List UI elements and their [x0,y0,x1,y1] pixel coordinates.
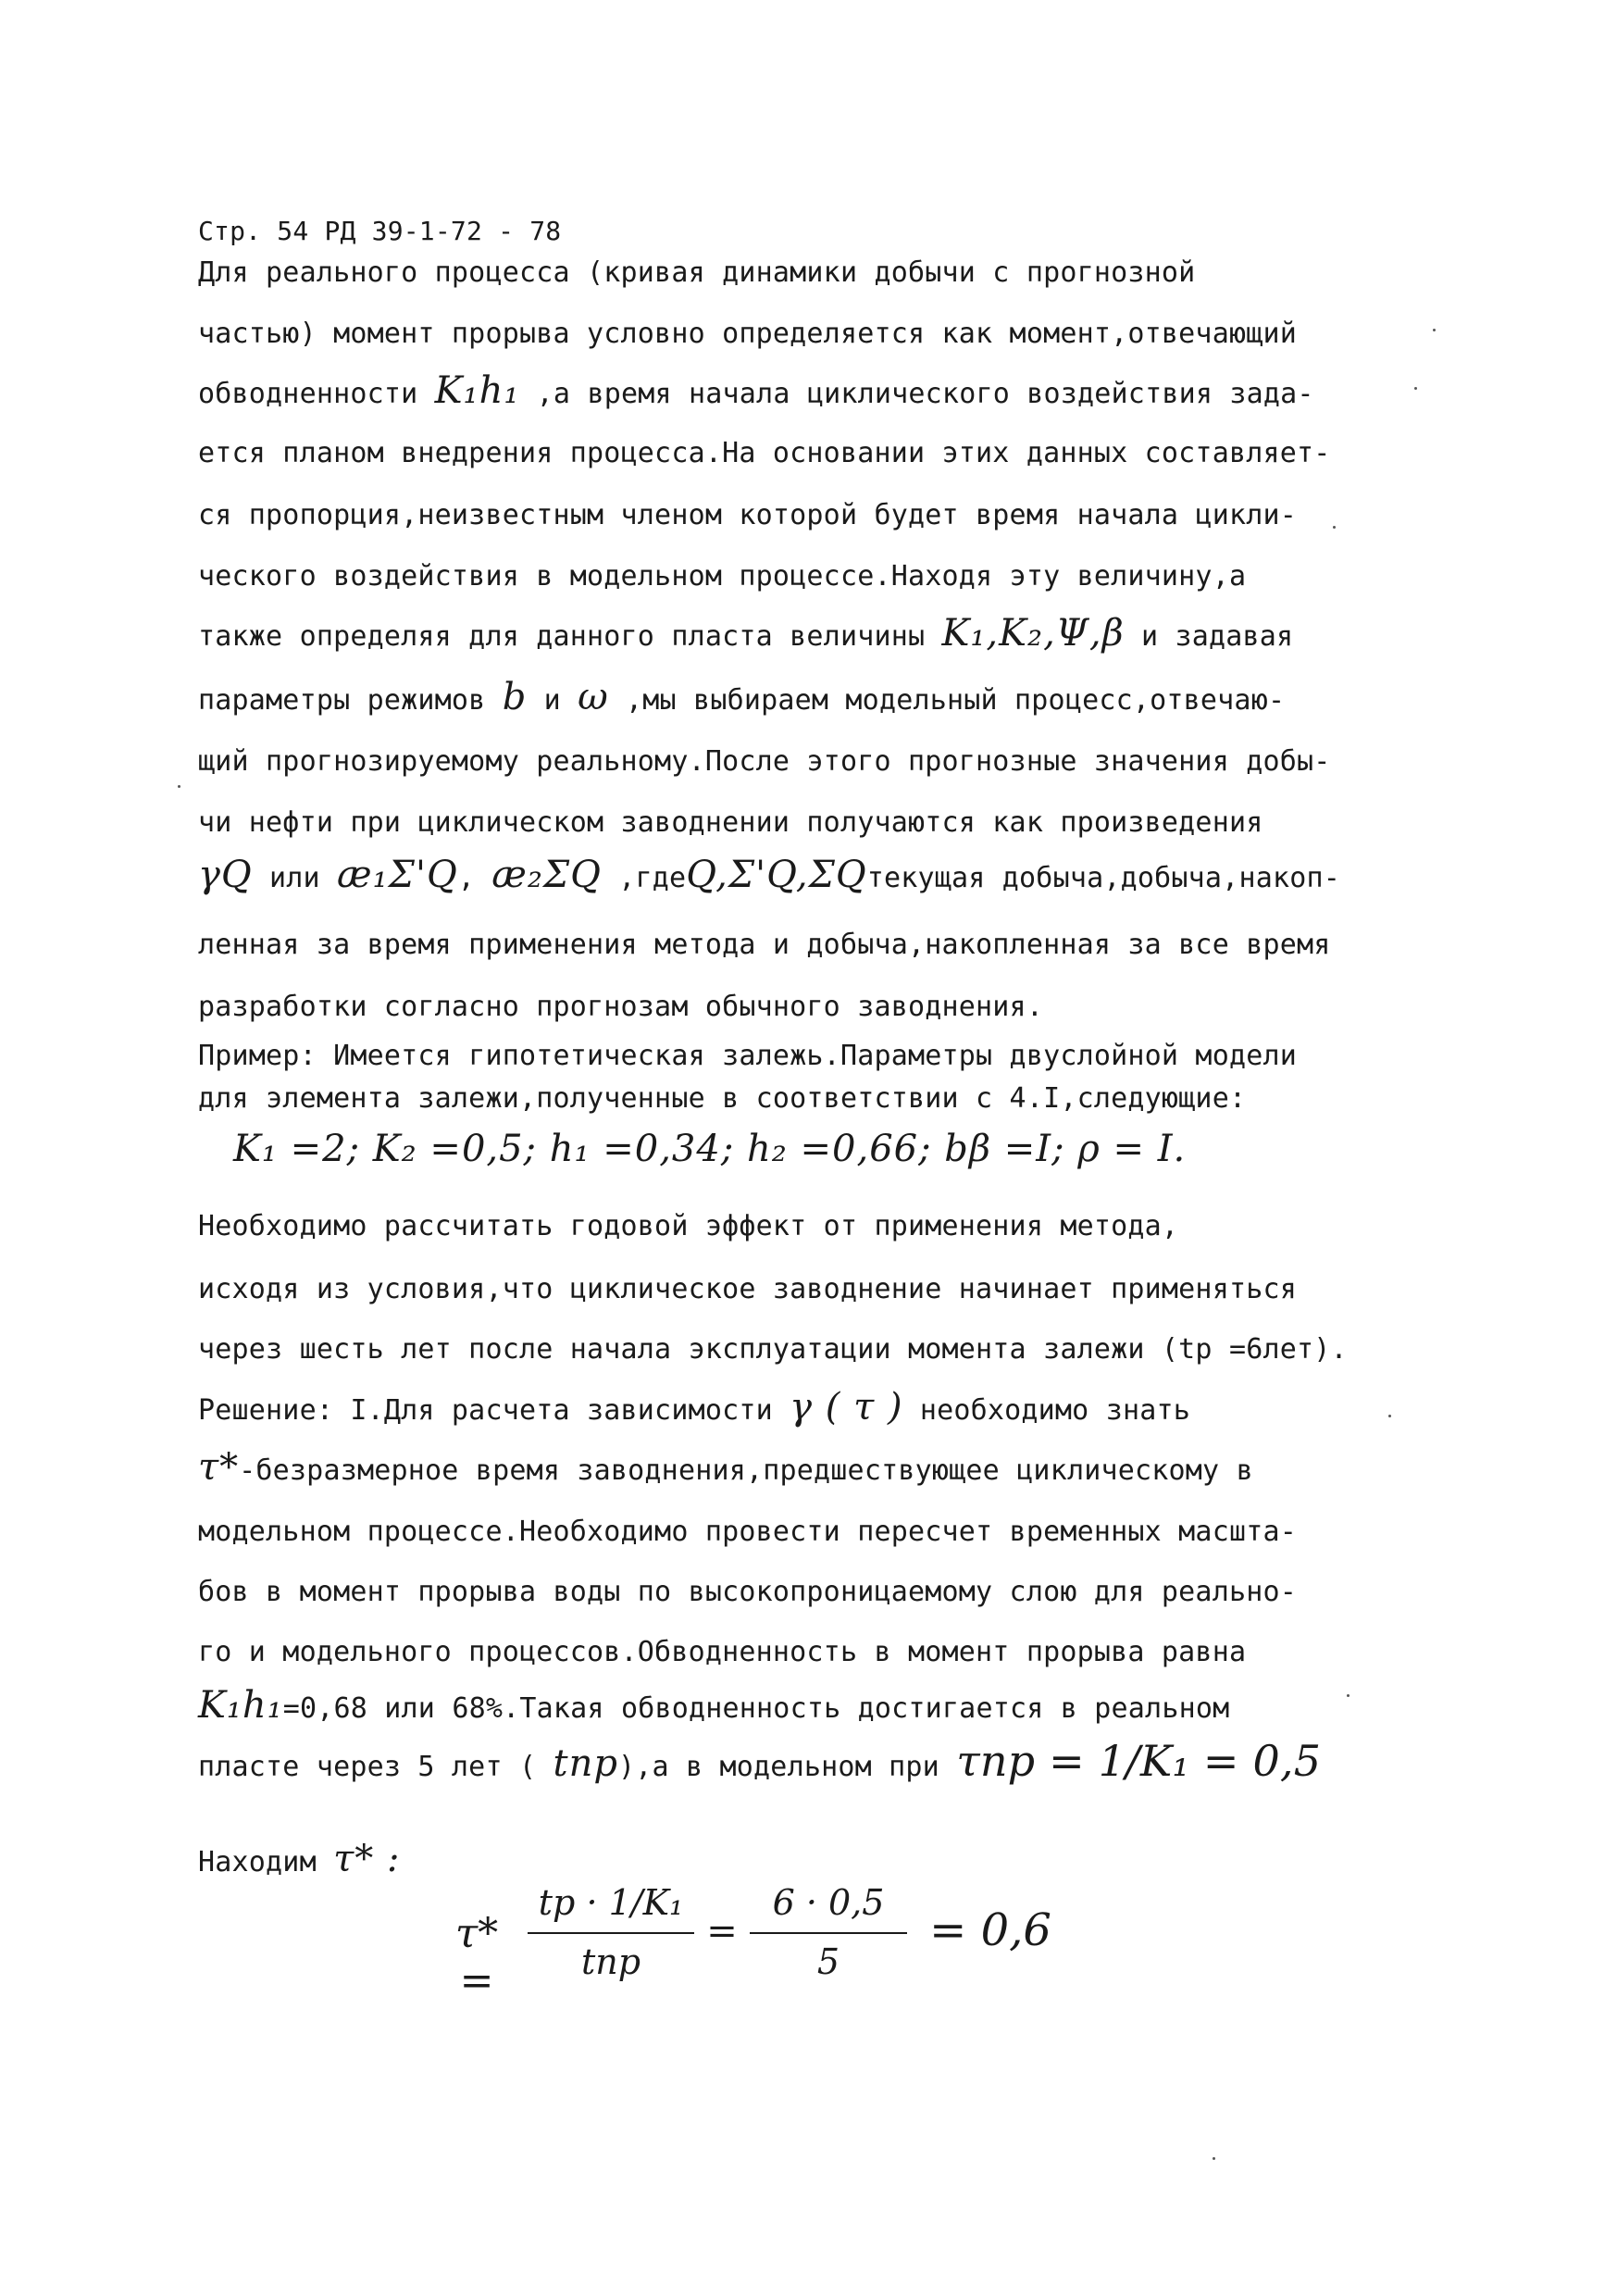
formula-lhs: τ* = [454,1910,499,2004]
finding-line [198,1838,401,1881]
solution-text: пласте через 5 лет ( [198,1751,537,1783]
handwritten-tau-star-label: τ* : [333,1838,401,1880]
body-line: Для реального процесса (кривая динамики добычи с прогнозной [198,256,1196,289]
body-line: ческого воздействия в модельном процессе.Находя эту величину,а [198,560,1247,593]
solution-line [198,1446,1253,1490]
solution-text: необходимо знать [919,1394,1191,1427]
handwritten-tau-pr-formula: τпр = 1/K₁ = 0,5 [956,1736,1322,1786]
body-text: ,а время начала циклического воздействия зада- [536,378,1314,410]
solution-line [198,1386,1191,1429]
handwritten-kappa1: æ₁Σ'Q [337,854,458,896]
body-text: или [268,862,320,894]
solution-text: Решение: I.Для расчета зависимости [198,1394,773,1427]
example-line: для элемента залежи,полученные в соответствии с 4.I,следующие: [198,1082,1247,1115]
handwritten-gamma-q: γQ [198,854,253,896]
body-line: щий прогнозируемому реальному.После этого прогнозные значения добы- [198,745,1331,778]
solution-text: =0,68 или 68%.Такая обводненность достигается в реальном [282,1692,1230,1725]
handwritten-k1h1-2: K₁h₁ [198,1684,283,1727]
solution-text: ),а в модельном при [617,1751,939,1783]
body-line [198,612,1294,655]
handwritten-tau-star: τ* [198,1446,240,1489]
body-line [198,676,1286,719]
body-text: ,мы выбираем модельный процесс,отвечаю- [626,684,1286,717]
body-line [198,856,1340,897]
handwritten-t-pr: tпр [553,1742,618,1785]
solution-line: го и модельного процессов.Обводненность в момент прорыва равна [198,1636,1247,1668]
final-formula [435,1875,1083,2004]
solution-line: бов в момент прорыва воды по высокопроницаемому слою для реально- [198,1576,1297,1608]
scan-speck [1433,329,1436,331]
body-line: разработки согласно прогнозам обычного заводнения. [198,991,1044,1023]
scan-speck [1213,2157,1215,2160]
body-line: частью) момент прорыва условно определяется как момент,отвечающий [198,318,1297,350]
body-text: и [543,684,561,717]
handwritten-b: b [502,676,528,718]
scan-speck [1333,526,1336,529]
body-line: ленная за время применения метода и добыча,накопленная за все время [198,929,1331,961]
body-line: чи нефти при циклическом заводнении получаются как произведения [198,806,1263,839]
body-text: параметры режимов [198,684,486,717]
body-line: ется планом внедрения процесса.На основании этих данных составляет- [198,437,1331,469]
task-line: Необходимо рассчитать годовой эффект от применения метода, [198,1210,1179,1242]
body-line [198,369,1314,413]
solution-text: -безразмерное время заводнения,предшествующее циклическому в [239,1454,1253,1487]
handwritten-gamma-tau: γ ( τ ) [790,1386,903,1429]
formula-equals: = [706,1910,738,1953]
body-text: текущая добыча,добыча,накоп- [866,862,1341,894]
solution-line [198,1684,1230,1728]
body-text: обводненности [198,378,418,410]
task-line: через шесть лет после начала эксплуатации момента залежи (tр =6лет). [198,1333,1348,1366]
handwritten-omega: ω [578,676,609,718]
body-text: ,где [618,862,687,894]
solution-line [198,1736,1322,1786]
fraction-bar-2 [750,1932,907,1934]
handwritten-kappa2: æ₂ΣQ [491,854,602,896]
formula-denominator-2: 5 [816,1941,840,1982]
handwritten-params: K₁,K₂,Ψ,β [941,612,1125,655]
finding-label: Находим [198,1846,317,1878]
fraction-bar-1 [528,1932,694,1934]
solution-line: модельном процессе.Необходимо провести пересчет временных масшта- [198,1516,1297,1548]
scan-speck [1414,387,1417,390]
scan-speck [1388,1415,1391,1417]
handwritten-k1h1: K₁h₁ [434,369,520,412]
formula-denominator-1: tпр [580,1941,641,1982]
body-line: ся пропорция,неизвестным членом которой будет время начала цикли- [198,499,1297,531]
task-line: исходя из условия,что циклическое заводнение начинает применяться [198,1273,1297,1305]
body-text: , [457,862,475,894]
scan-speck [178,785,180,788]
example-params-formula: K₁ =2; K₂ =0,5; h₁ =0,34; h₂ =0,66; bβ =I; ρ = I. [233,1128,1187,1170]
formula-result: = 0,6 [929,1904,1051,1956]
page-header: Стр. 54 РД 39-1-72 - 78 [198,216,562,246]
body-text: также определяя для данного пласта величины [198,620,926,653]
handwritten-q-list: Q,Σ'Q,ΣQ [686,854,867,896]
scan-speck [1347,1694,1350,1697]
formula-numerator-2: 6 · 0,5 [772,1882,885,1923]
body-text: и задавая [1140,620,1294,653]
formula-numerator-1: tр · 1/K₁ [538,1882,684,1923]
example-line: Пример: Имеется гипотетическая залежь.Параметры двуслойной модели [198,1040,1297,1072]
